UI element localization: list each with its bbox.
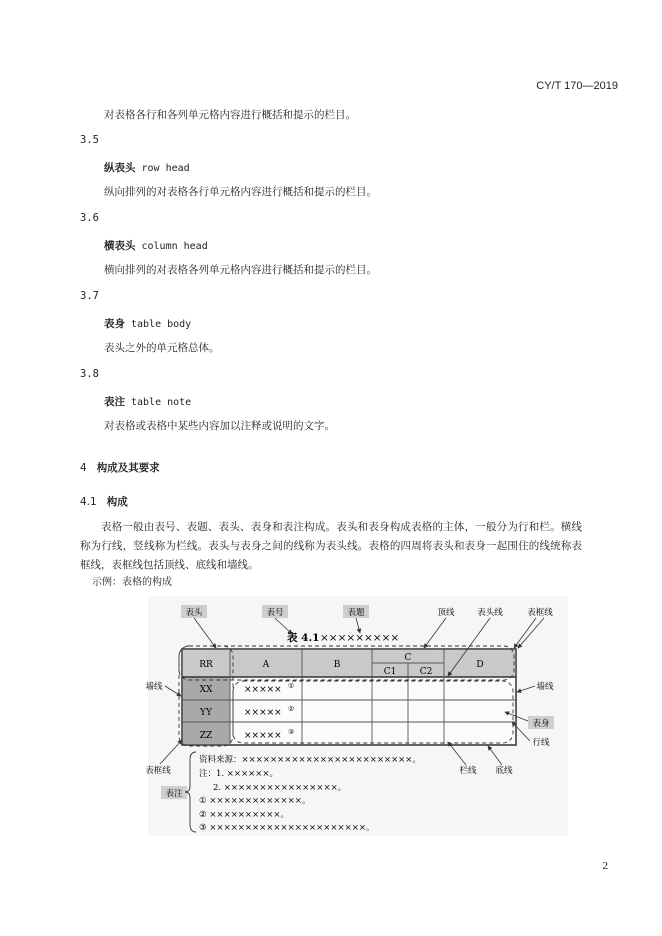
clause-number: 3.7 [80,290,99,302]
example-label: 示例：表格的构成 [92,577,172,588]
section-heading: 4 构成及其要求 [80,462,160,474]
cell-value: ××××× [244,708,282,718]
callout-hangxian: 行线 [532,738,550,748]
clause-number: 3.5 [80,134,99,146]
column-header-row [182,649,516,677]
definition-text: 横向排列的对表格各列单元格内容进行概括和提示的栏目。 [104,264,377,276]
svg-text:表号: 表号 [266,608,284,618]
term-en: table body [131,319,192,330]
term-en: column head [141,241,208,252]
term-zh: 表身 [104,318,125,330]
note-line: 资料来源：××××××××××××××××××××××××。 [199,755,421,765]
callout-qiangxian-left: 墙线 [145,682,163,692]
row-label: ZZ [199,731,213,741]
note-line: 注：1. ××××××。 [199,769,279,779]
term-en: row head [141,163,190,174]
callout-biaotouxian: 表头线 [477,608,503,618]
table-number: 表 4.1 [287,632,320,644]
svg-text:表题: 表题 [347,608,365,618]
footnote-mark: ① [288,682,295,690]
sub-header-c2: C2 [419,667,433,677]
note-line: ③ ××××××××××××××××××××××。 [199,823,375,833]
col-header-rr: RR [199,660,213,670]
callout-biaohao [262,605,288,618]
term-zh: 纵表头 [104,162,136,174]
row-label: YY [200,708,212,718]
callout-dingxian: 顶线 [437,608,455,618]
callout-biaoti [343,605,369,618]
document-code: CY/T 170—2019 [536,80,618,92]
callout-biaokuangxian-bottom: 表框线 [145,766,171,776]
col-header-c: C [404,653,412,663]
term-zh: 表注 [104,396,125,408]
sub-header-c1: C1 [383,667,397,677]
subsection-heading: 4.1 构成 [80,496,128,508]
svg-text:表身: 表身 [532,719,550,729]
col-header-a: A [262,660,270,670]
note-line: ② ××××××××××。 [199,810,290,820]
callout-biaoshen [528,716,554,729]
col-header-b: B [333,660,341,670]
term-zh: 横表头 [104,240,136,252]
clause-number: 3.8 [80,368,99,380]
note-line: ① ×××××××××××××。 [199,796,311,806]
callout-qiangxian-right: 墙线 [536,682,554,692]
page-number: 2 [602,860,608,872]
definition-text: 表头之外的单元格总体。 [104,342,220,354]
row-label: XX [199,685,213,695]
footnote-mark: ② [288,705,295,713]
footnote-mark: ③ [288,728,295,736]
callout-biaokuangxian-top: 表框线 [527,608,553,618]
callout-biaotou [181,605,207,618]
cell-value: ××××× [244,731,282,741]
note-line: 2. ××××××××××××××××。 [213,783,347,793]
term-en: table note [131,397,192,408]
callout-lanxian: 栏线 [459,766,477,776]
cell-value: ××××× [244,685,282,695]
table-title: ××××××××× [320,632,400,644]
body-paragraph: 表格一般由表号、表题、表头、表身和表注构成。表头和表身构成表格的主体，一般分为行和栏。横线称为行线，竖线称为栏线。表头与表身之间的线称为表头线。表格的四周将表头和表身一起围住的线统称表框线，表框线包括顶线、底线和墙线。 [80,521,582,571]
callout-dixian: 底线 [495,766,513,776]
callout-biaozhu [161,786,187,799]
clause-number: 3.6 [80,212,99,224]
definition-text: 对表格各行和各列单元格内容进行概括和提示的栏目。 [104,109,356,121]
col-header-d: D [476,660,484,670]
definition-text: 对表格或表格中某些内容加以注释或说明的文字。 [104,420,335,432]
definition-text: 纵向排列的对表格各行单元格内容进行概括和提示的栏目。 [104,186,377,198]
svg-text:表注: 表注 [165,789,183,799]
svg-text:表头: 表头 [185,608,203,618]
